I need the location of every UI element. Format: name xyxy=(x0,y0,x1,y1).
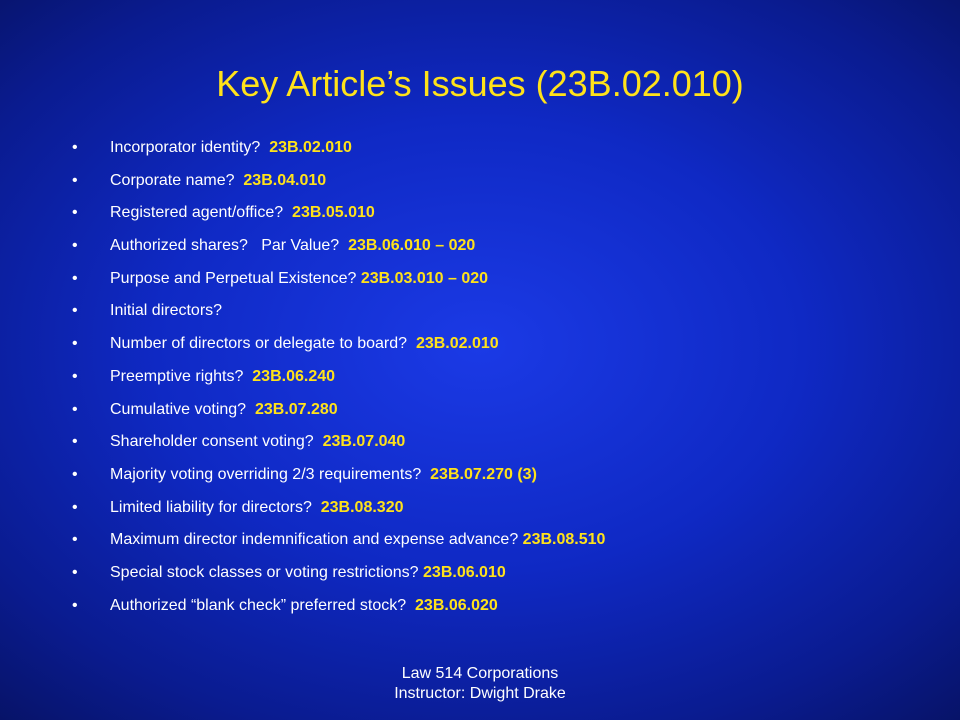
issue-question: Number of directors or delegate to board? xyxy=(110,335,416,353)
bullet-icon: • xyxy=(72,563,78,581)
bullet-icon: • xyxy=(72,139,78,156)
issue-text xyxy=(110,394,338,427)
bullet-icon: • xyxy=(72,171,78,189)
bullet-icon: • xyxy=(72,367,78,385)
issue-text xyxy=(110,328,499,361)
issue-text xyxy=(110,263,488,296)
statute-reference: 23B.06.010 xyxy=(423,563,506,581)
issue-question: Incorporator identity? xyxy=(110,139,270,156)
issue-question: Authorized “blank check” preferred stock? xyxy=(110,596,416,614)
statute-reference: 23B.08.320 xyxy=(320,498,404,516)
bullet-icon: • xyxy=(72,596,78,614)
bullet-icon: • xyxy=(72,531,78,549)
issue-question: Purpose and Perpetual Existence? xyxy=(110,269,361,287)
issue-text xyxy=(110,230,475,263)
issue-item xyxy=(72,590,932,623)
issue-text xyxy=(110,295,222,328)
issue-question: Cumulative voting? xyxy=(110,400,255,418)
issue-item xyxy=(72,328,932,361)
issue-question: Special stock classes or voting restrictions? xyxy=(110,563,424,581)
issue-text xyxy=(110,197,375,230)
bullet-icon: • xyxy=(72,465,78,483)
issue-item xyxy=(72,295,932,328)
bullet-icon: • xyxy=(72,204,78,222)
issue-question: Shareholder consent voting? xyxy=(110,433,323,451)
issue-item xyxy=(72,426,932,459)
bullet-icon: • xyxy=(72,433,78,451)
statute-reference: 23B.06.240 xyxy=(252,367,336,385)
slide-title: Key Article’s Issues (23B.02.010) xyxy=(216,63,744,104)
issue-question: Maximum director indemnification and expense advance? xyxy=(110,531,523,549)
statute-reference: 23B.07.040 xyxy=(322,433,406,451)
issue-text xyxy=(110,132,352,165)
issue-question: Majority voting overriding 2/3 requirements? xyxy=(110,465,431,483)
statute-reference: 23B.02.010 xyxy=(415,335,499,353)
issue-question: Preemptive rights? xyxy=(110,367,253,385)
issue-question: Limited liability for directors? xyxy=(110,498,321,516)
footer-instructor: Instructor: Dwight Drake xyxy=(394,685,566,702)
footer-course: Law 514 Corporations xyxy=(401,665,559,682)
issues-list xyxy=(72,132,932,622)
statute-reference: 23B.07.270 (3) xyxy=(430,465,537,483)
issue-text xyxy=(110,557,506,590)
statute-reference: 23B.03.010 – 020 xyxy=(360,269,489,287)
statute-reference: 23B.06.010 – 020 xyxy=(348,237,476,255)
issue-text xyxy=(110,590,498,623)
issue-text xyxy=(110,459,537,492)
issue-text xyxy=(110,165,326,198)
issue-item xyxy=(72,459,932,492)
bullet-icon: • xyxy=(72,237,78,255)
issue-item xyxy=(72,394,932,427)
issue-question: Authorized shares? Par Value? xyxy=(110,237,349,255)
statute-reference: 23B.06.020 xyxy=(415,596,498,614)
statute-reference: 23B.04.010 xyxy=(243,171,327,189)
statute-reference: 23B.07.280 xyxy=(254,400,338,418)
issue-item xyxy=(72,492,932,525)
bullet-icon: • xyxy=(72,335,78,353)
bullet-icon: • xyxy=(72,269,78,287)
issue-text xyxy=(110,492,403,525)
issue-question: Initial directors? xyxy=(110,302,223,320)
bullet-icon: • xyxy=(72,400,78,418)
bullet-icon: • xyxy=(72,498,78,516)
issue-text xyxy=(110,361,335,394)
statute-reference: 23B.02.010 xyxy=(269,139,352,156)
issue-item xyxy=(72,230,932,263)
statute-reference: 23B.08.510 xyxy=(522,531,606,549)
issue-item xyxy=(72,557,932,590)
issue-item xyxy=(72,361,932,394)
bullet-icon: • xyxy=(72,302,78,320)
issue-question: Registered agent/office? xyxy=(110,204,293,222)
issue-item xyxy=(72,132,932,165)
issue-item xyxy=(72,524,932,557)
statute-reference: 23B.05.010 xyxy=(292,204,375,222)
slide-footer xyxy=(0,664,960,704)
issue-item xyxy=(72,165,932,198)
issue-question: Corporate name? xyxy=(110,171,244,189)
issue-item xyxy=(72,197,932,230)
issue-text xyxy=(110,524,605,557)
issue-text xyxy=(110,426,405,459)
issue-item xyxy=(72,263,932,296)
